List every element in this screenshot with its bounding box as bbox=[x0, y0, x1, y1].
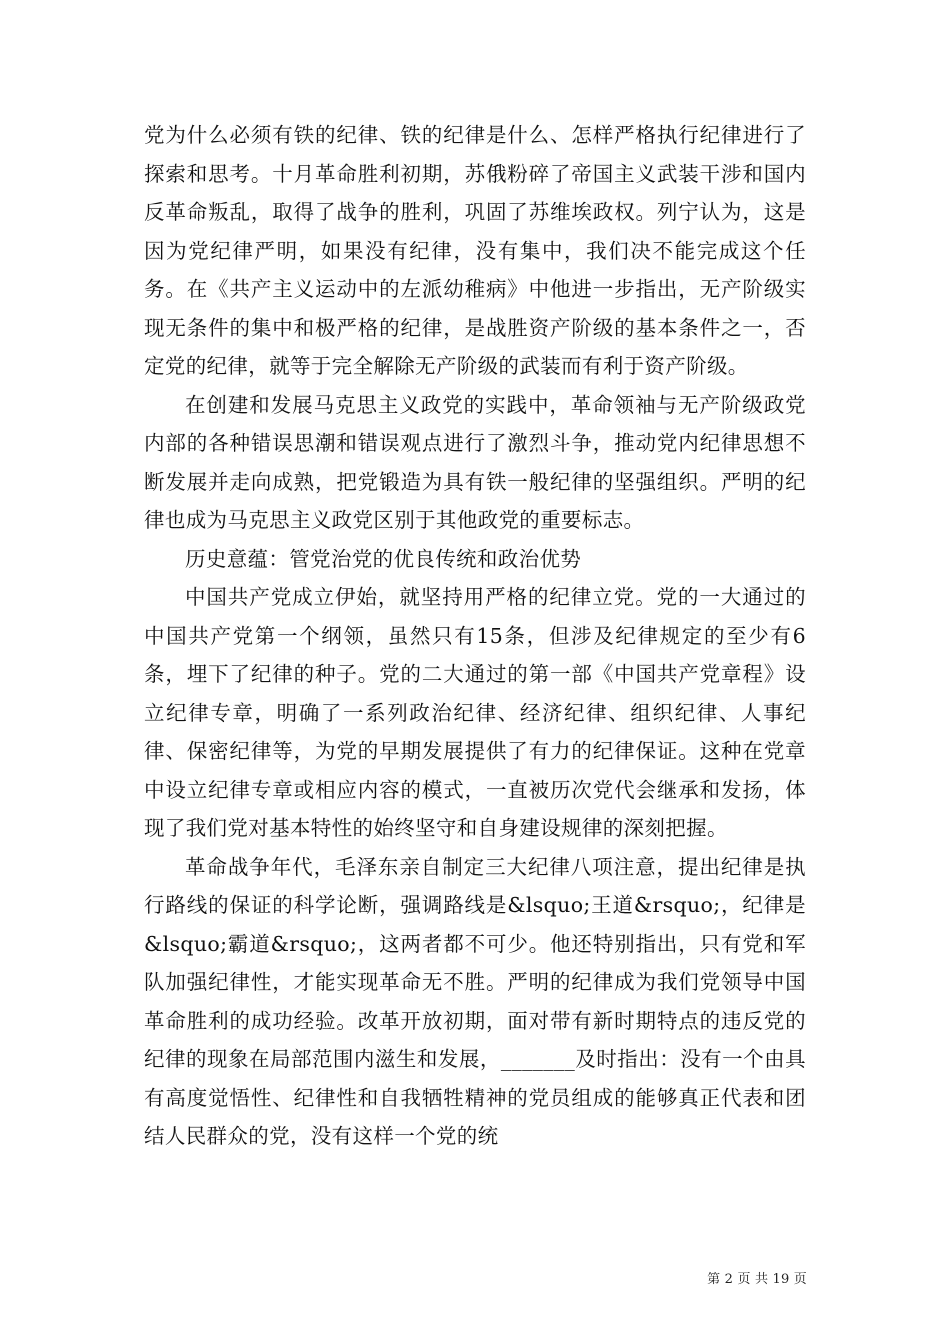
paragraph-1: 党为什么必须有铁的纪律、铁的纪律是什么、怎样严格执行纪律进行了探索和思考。十月革命胜利初期，苏俄粉碎了帝国主义武装干涉和国内反革命叛乱，取得了战争的胜利，巩固了苏维埃政权。列宁认为，这是因为党纪律严明，如果没有纪律，没有集中，我们决不能完成这个任务。在《共产主义运动中的左派幼稚病》中他进一步指出，无产阶级实现无条件的集中和极严格的纪律，是战胜资产阶级的基本条件之一，否定党的纪律，就等于完全解除无产阶级的武装而有利于资产阶级。 bbox=[144, 123, 806, 378]
section-heading: 历史意蕴：管党治党的优良传统和政治优势 bbox=[185, 546, 582, 571]
page-number: 第 2 页 共 19 页 bbox=[707, 1272, 807, 1287]
document-body bbox=[144, 116, 806, 1156]
paragraph-2: 在创建和发展马克思主义政党的实践中，革命领袖与无产阶级政党内部的各种错误思潮和错误观点进行了激烈斗争，推动党内纪律思想不断发展并走向成熟，把党锻造为具有铁一般纪律的坚强组织。严明的纪律也成为马克思主义政党区别于其他政党的重要标志。 bbox=[144, 392, 806, 532]
paragraph-4: 革命战争年代，毛泽东亲自制定三大纪律八项注意，提出纪律是执行路线的保证的科学论断，强调路线是&lsquo;王道&rsquo;，纪律是&lsquo;霸道&rsquo;，这两者都不可少。他还特别指出，只有党和军队加强纪律性，才能实现革命无不胜。严明的纪律成为我们党领导中国革命胜利的成功经验。改革开放初期，面对带有新时期特点的违反党的纪律的现象在局部范围内滋生和发展，_______及时指出：没有一个由具有高度觉悟性、纪律性和自我牺牲精神的党员组成的能够真正代表和团结人民群众的党，没有这样一个党的统 bbox=[144, 854, 806, 1148]
paragraph-3: 中国共产党成立伊始，就坚持用严格的纪律立党。党的一大通过的中国共产党第一个纲领，虽然只有15条，但涉及纪律规定的至少有6条，埋下了纪律的种子。党的二大通过的第一部《中国共产党章程》设立纪律专章，明确了一系列政治纪律、经济纪律、组织纪律、人事纪律、保密纪律等，为党的早期发展提供了有力的纪律保证。这种在党章中设立纪律专章或相应内容的模式，一直被历次党代会继承和发扬，体现了我们党对基本特性的始终坚守和自身建设规律的深刻把握。 bbox=[144, 585, 806, 840]
